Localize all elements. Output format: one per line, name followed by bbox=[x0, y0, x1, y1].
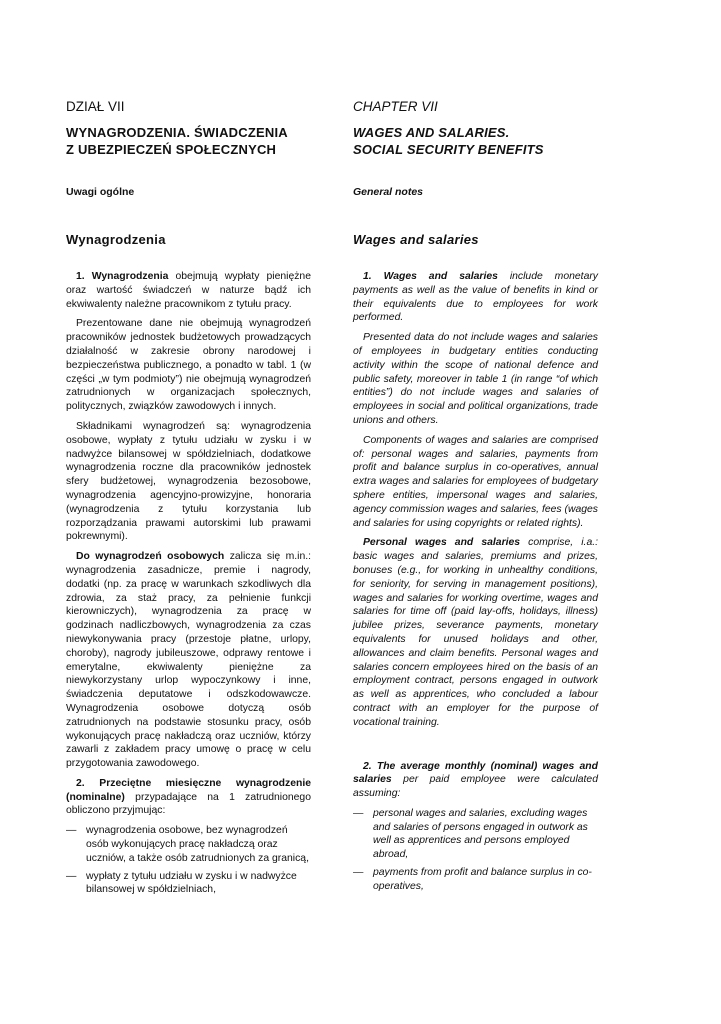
p1-rest-pl: obejmują wypłaty pieniężne oraz wartość świadczeń w naturze bądź ich ekwiwalenty należne pracownikom z tytułu pracy. bbox=[66, 271, 311, 310]
paragraph-4-pl bbox=[66, 550, 311, 771]
p4-bold-pl: Do wynagrodzeń osobowych bbox=[76, 551, 225, 563]
dash-marker: — bbox=[353, 807, 364, 819]
section-heading-en: Wages and salaries bbox=[353, 232, 479, 247]
spacer bbox=[353, 736, 598, 760]
dash-marker: — bbox=[66, 825, 77, 837]
chapter-heading-pl: DZIAŁ VII bbox=[66, 99, 125, 114]
dash-item-1-pl bbox=[66, 824, 311, 865]
paragraph-5-pl bbox=[66, 777, 311, 818]
general-notes-en: General notes bbox=[353, 186, 424, 198]
p5-bold-pl: 2. Przeciętne miesięczne wynagrodzenie (nominalne) bbox=[66, 777, 311, 803]
chapter-heading-en: CHAPTER VII bbox=[353, 99, 438, 114]
p5-rest-pl: przypadające na 1 zatrudnionego obliczono przyjmując: bbox=[66, 791, 311, 817]
paragraph-3-en: Components of wages and salaries are comprised of: personal wages and salaries, payments from profit and balance surplus in co-operatives, annual extra wages and salaries for employees of budgetary sphere entities, impersonal wages and salaries, agency commission wages and salaries, fees (wages and salaries for using copyrights or related rights). bbox=[353, 434, 598, 529]
body-text-en bbox=[353, 270, 598, 898]
paragraph-1-pl bbox=[66, 270, 311, 311]
p5-rest-en: per paid employee were calculated assuming: bbox=[353, 774, 598, 800]
chapter-title-en bbox=[353, 124, 544, 158]
p1-num-pl: 1. bbox=[76, 271, 85, 282]
p4-bold-en: Personal wages and salaries bbox=[363, 537, 521, 549]
section-heading-pl: Wynagrodzenia bbox=[66, 232, 166, 247]
p4-rest-pl: zalicza się m.in.: wynagrodzenia zasadnicze, premie i nagrody, dodatki (np. za pracę w warunkach szkodliwych dla zdrowia, za staż pracy, za pełnienie funkcji kierowniczych), wynagrodzenia za pracę w godzinach nadliczbowych, wynagrodzenia za czas niewykonywania pracy (przestoje płatne, urlopy, choroby), nagrody jubileuszowe, odprawy rentowe i emerytalne, ekwiwalenty pieniężne za niewykorzystany urlop wypoczynkowy i inne, świadczenia deputatowe i odszkodowawcze. Wynagrodzenia osobowe dotyczą osób zatrudnionych na podstawie stosunku pracy, osób wykonujących pracę nakładczą oraz uczniów, którzy zawarli z zakładem pracy umowę o pracę w celu przygotowania zawodowego. bbox=[66, 551, 312, 770]
dash-text-1-en: personal wages and salaries, excluding wages and salaries of persons engaged in outwork as well as apprentices and persons employed abroad, bbox=[373, 807, 588, 861]
paragraph-4-en bbox=[353, 536, 598, 729]
paragraph-3-pl: Składnikami wynagrodzeń są: wynagrodzenia osobowe, wypłaty z tytułu udziału w zysku i w nadwyżce bilansowej w spółdzielniach, dodatkowe wynagrodzenia roczne dla pracowników jednostek sfery budżetowej, wynagrodzenia bezosobowe, wynagrodzenia agencyjno-prowizyjne, honoraria (wynagrodzenia z tytułu korzystania lub rozporządzania prawami autorskimi lub prawami pokrewnymi). bbox=[66, 420, 311, 543]
dash-text-2-en: payments from profit and balance surplus in co-operatives, bbox=[373, 867, 592, 892]
p5-bold-en: 2. The average monthly (nominal) wages and salaries bbox=[353, 760, 598, 786]
chapter-title-pl bbox=[66, 124, 288, 158]
dash-item-2-en bbox=[353, 866, 598, 894]
paragraph-2-pl: Prezentowane dane nie obejmują wynagrodzeń pracowników jednostek budżetowych prowadzących działalność w zakresie obrony narodowej i bezpieczeństwa publicznego, a ponadto w tabl. 1 (w części „w tym podmioty”) nie obejmują wynagrodzeń zatrudnionych w organizacjach społecznych, politycznych, związków zawodowych i innych. bbox=[66, 318, 311, 413]
paragraph-5-en bbox=[353, 760, 598, 801]
p1-rest-en: include monetary payments as well as the value of benefits in kind or their equivalents due to employees for work performed. bbox=[353, 271, 598, 324]
dash-item-2-pl bbox=[66, 870, 311, 898]
chapter-title-en-line1: WAGES AND SALARIES. bbox=[353, 125, 510, 140]
dash-text-1-pl: wynagrodzenia osobowe, bez wynagrodzeń osób wykonujących pracę nakładczą oraz uczniów, a także osób zatrudnionych za granicą, bbox=[86, 825, 309, 864]
p1-bold-pl: Wynagrodzenia bbox=[91, 271, 169, 282]
dash-marker: — bbox=[66, 870, 77, 882]
body-text-pl bbox=[66, 270, 311, 901]
dash-item-1-en bbox=[353, 807, 598, 862]
dash-text-2-pl: wypłaty z tytułu udziału w zysku i w nadwyżce bilansowej w spółdzielniach, bbox=[86, 870, 297, 896]
paragraph-2-en: Presented data do not include wages and salaries of employees in budgetary entities conducting activity within the scope of national defence and public safety, moreover in table 1 (in range “of which entities”) do not include wages and salaries of employees in social and political organizations, trade unions and others. bbox=[353, 332, 598, 426]
p1-bold-en: 1. Wages and salaries bbox=[363, 271, 498, 282]
general-notes-pl: Uwagi ogólne bbox=[66, 186, 135, 198]
dash-marker: — bbox=[353, 867, 364, 879]
p4-rest-en: comprise, i.a.: basic wages and salaries, premiums and prizes, bonuses (e.g., for working in unhealthy conditions, for seniority, for serving in management positions), wages and salaries for working overtime, wages and salaries for time off (paid lay-offs, holidays, illness) jubilee prizes, severance payments, monetary equivalents for unused holidays and other, allowances and claim benefits. Personal wages and salaries concern employees hired on the basis of an employment contract, persons engaged in outwork as well as apprentices, who concluded a labour contract with an employer for the purpose of vocational training. bbox=[353, 537, 598, 728]
chapter-title-pl-line2: Z UBEZPIECZEŃ SPOŁECZNYCH bbox=[66, 142, 277, 157]
chapter-title-en-line2: SOCIAL SECURITY BENEFITS bbox=[353, 142, 544, 157]
chapter-title-pl-line1: WYNAGRODZENIA. ŚWIADCZENIA bbox=[66, 125, 288, 140]
paragraph-1-en bbox=[353, 270, 598, 325]
